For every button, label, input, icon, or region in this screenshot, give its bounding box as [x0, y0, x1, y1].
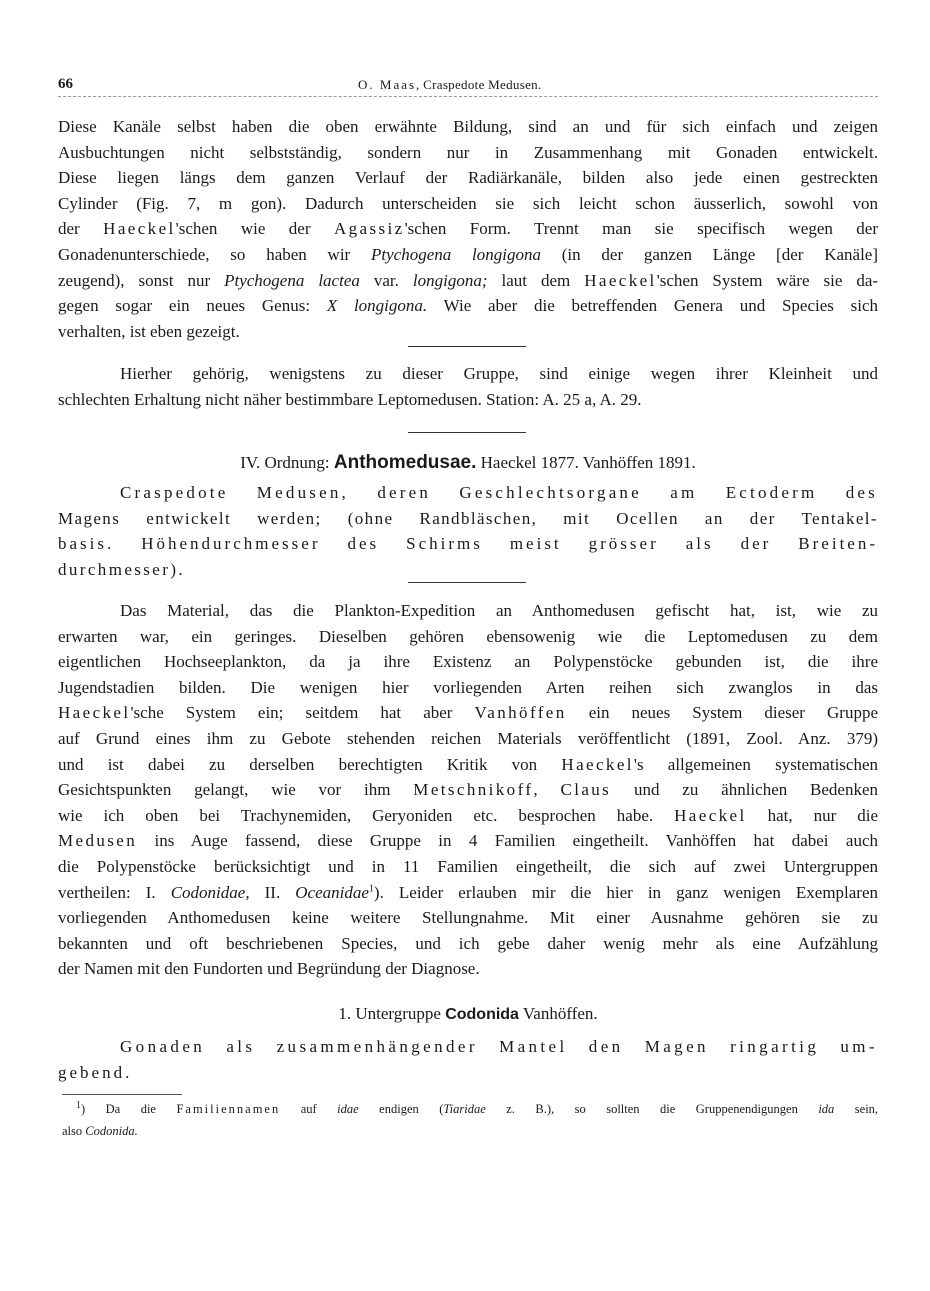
text-line: erwarten war, ein geringes. Dieselben gehören ebensowenig wie die Leptomedusen zu dem: [58, 626, 878, 646]
text-fragment: und zu ähnlichen Bedenken: [634, 780, 879, 800]
subgroup-heading: [58, 1004, 878, 1024]
text-line: bekannten und oft beschriebenen Species, und ich gebe daher wenig mehr als eine Aufzählung: [58, 933, 878, 953]
text-fragment: z. B.), so sollten die Gruppenendigungen: [506, 1102, 798, 1116]
footnote-marker: 1: [76, 1099, 81, 1111]
order-diagnosis: [58, 480, 878, 582]
text-line: Das Material, das die Plankton-Expedition an Anthomedusen gefischt hat, ist, wie zu: [120, 601, 878, 620]
header-title: Craspedote Medusen.: [423, 77, 542, 92]
author-name: Metschnikoff: [413, 780, 534, 800]
taxon-name: longigona;: [412, 270, 488, 290]
author-name: Haeckel: [58, 703, 131, 723]
heading-authority: Haeckel 1877. Vanhöffen 1891.: [480, 453, 696, 472]
running-header: [58, 76, 878, 96]
taxon-suffix: ida: [818, 1102, 835, 1116]
text-line: [58, 242, 878, 268]
section-divider: [408, 432, 526, 433]
author-name: Haeckel: [674, 805, 747, 825]
taxon-name: Oceanidae: [295, 882, 369, 902]
author-name: Claus: [560, 780, 612, 800]
author-name: Haeckel: [584, 270, 657, 290]
taxon-suffix: idae: [337, 1102, 359, 1116]
text-fragment: 'schen System wäre sie da-: [656, 270, 879, 290]
order-heading: [58, 452, 878, 474]
taxon-name: Codonidae,: [170, 882, 250, 902]
subgroup-name: Codonida: [445, 1006, 519, 1023]
text-line: [58, 752, 878, 778]
section-divider: [408, 346, 526, 347]
text-fragment: ) Da die: [81, 1102, 156, 1116]
text-line: Ausbuchtungen nicht selbstständig, sondern nur in Zusammenhang mit Gonaden entwickelt.: [58, 142, 878, 162]
text-fragment: Wie aber die betreffenden Genera und Species sich: [443, 296, 879, 316]
text-line: Gonaden als zusammenhängender Mantel den Magen ringartig um-: [120, 1037, 878, 1056]
taxon-name: Ptychogena longigona: [371, 244, 541, 264]
running-title: O. Maas, Craspedote Medusen.: [358, 77, 542, 92]
text-fragment: und ist dabei zu derselben berechtigten Kritik von: [58, 754, 538, 774]
text-line: auf Grund eines ihm zu Gebote stehenden reichen Materials veröffentlicht (1891, Zool. Anz. 379): [58, 728, 878, 748]
section-divider: [408, 582, 526, 583]
paragraph-2: [58, 361, 878, 412]
text-fragment: hat, nur die: [767, 805, 879, 825]
text-fragment: sein,: [854, 1102, 879, 1116]
text-line: Diese liegen längs dem ganzen Verlauf der Radiärkanäle, bilden also jede einen gestreckten: [58, 168, 878, 188]
paragraph-1: [58, 114, 878, 344]
text-fragment: ein neues System dieser Gruppe: [588, 703, 878, 723]
text-fragment: 's allgemeinen systematischen: [633, 754, 878, 774]
text-line: Jugendstadien bilden. Die wenigen hier vorliegenden Arten reihen sich zwanglos in das: [58, 677, 878, 697]
text-line: Diese Kanäle selbst haben die oben erwähnte Bildung, sind an und für sich einfach und zeigen: [58, 117, 878, 136]
text-line: Cylinder (Fig. 7, m gon). Dadurch unterscheiden sie sich leicht schon äusserlich, sowohl von: [58, 193, 878, 213]
taxon-name: Tiaridae: [443, 1102, 486, 1116]
text-line: [58, 268, 878, 294]
taxon-name: X longigona.: [326, 296, 428, 316]
author-name: Agassiz: [333, 219, 405, 239]
emphasis-word: Familiennamen: [176, 1102, 281, 1116]
text-fragment: II.: [264, 882, 281, 902]
text-line: die Polypenstöcke berücksichtigt und in 11 Familien eingetheilt, die sich auf zwei Untergruppen: [58, 856, 878, 876]
author-name: Haeckel: [561, 754, 634, 774]
footnote-line: [62, 1098, 878, 1120]
text-fragment: (in der ganzen Länge [der Kanäle]: [561, 244, 878, 264]
footnote-line: [62, 1120, 878, 1142]
text-line: [58, 700, 878, 726]
text-fragment: gegen sogar ein neues Genus:: [58, 296, 311, 316]
text-fragment: endigen (: [379, 1102, 444, 1116]
text-fragment: Gonadenunterschiede, so haben wir: [58, 244, 351, 264]
text-fragment: laut dem: [501, 270, 571, 290]
footnote-marker: 1: [368, 882, 374, 894]
text-line: Magens entwickelt werden; (ohne Randbläschen, mit Ocellen an der Tentakel-: [58, 508, 878, 528]
text-line: vorliegenden Anthomedusen keine weitere Stellungnahme. Mit einer Ausnahme gehören sie zu: [58, 908, 878, 928]
order-name: Anthomedusae.: [333, 452, 477, 473]
taxon-name: Codonida.: [85, 1124, 138, 1138]
text-fragment: ). Leider erlauben mir die hier in ganz wenigen Exemplaren: [373, 882, 879, 902]
text-line: gebend.: [58, 1062, 133, 1082]
author-name: Haeckel: [103, 219, 176, 239]
heading-prefix: 1. Untergruppe: [338, 1004, 441, 1023]
text-fragment: der: [58, 219, 80, 239]
text-line: Hierher gehörig, wenigstens zu dieser Gruppe, sind einige wegen ihrer Kleinheit und: [120, 364, 878, 383]
emphasis-word: Medusen: [58, 831, 138, 851]
text-fragment: 'schen Form. Trennt man sie specifisch wegen der: [404, 219, 879, 239]
text-fragment: ins Auge fassend, diese Gruppe in 4 Familien eingetheilt. Vanhöffen hat dabei auch: [154, 831, 878, 851]
text-line: [58, 828, 878, 854]
text-line: [58, 216, 878, 242]
page-number: 66: [58, 76, 73, 92]
text-line: basis. Höhendurchmesser des Schirms meist grösser als der Breiten-: [58, 534, 878, 554]
text-fragment: zeugend), sonst nur: [58, 270, 211, 290]
text-fragment: wie ich oben bei Trachynemiden, Geryoniden etc. besprochen habe.: [58, 805, 654, 825]
text-line: der Namen mit den Fundorten und Begründung der Diagnose.: [58, 959, 480, 979]
heading-prefix: IV. Ordnung:: [240, 453, 330, 472]
footnote: [62, 1098, 878, 1142]
text-line: [58, 880, 878, 906]
paragraph-3: [58, 598, 878, 982]
text-line: eigentlichen Hochseeplankton, da ja ihre Existenz an Polypenstöcke gebunden ist, die ihre: [58, 652, 878, 672]
footnote-rule: [62, 1094, 182, 1095]
taxon-name: Ptychogena lactea: [224, 270, 360, 290]
text-fragment: auf: [300, 1102, 317, 1116]
author-name: Vanhöffen: [474, 703, 567, 723]
subgroup-diagnosis: [58, 1034, 878, 1085]
text-line: Craspedote Medusen, deren Geschlechtsorgane am Ectoderm des: [120, 483, 878, 502]
text-fragment: var.: [373, 270, 399, 290]
text-line: verhalten, ist eben gezeigt.: [58, 321, 240, 341]
text-line: schlechten Erhaltung nicht näher bestimmbare Leptomedusen. Station: A. 25 a, A. 29.: [58, 389, 642, 409]
text-line: durchmesser).: [58, 559, 186, 579]
header-author: O. Maas: [358, 77, 417, 92]
text-fragment: 'sche System ein; seitdem hat aber: [130, 703, 453, 723]
text-line: [58, 293, 878, 319]
heading-authority: Vanhöffen.: [522, 1004, 598, 1023]
text-fragment: also: [62, 1124, 83, 1138]
text-fragment: 'schen wie der: [175, 219, 311, 239]
text-fragment: ,: [533, 780, 538, 800]
text-fragment: vertheilen: I.: [58, 882, 156, 902]
text-line: [58, 803, 878, 829]
text-line: [58, 777, 878, 803]
header-rule: [58, 96, 878, 97]
text-fragment: Gesichtspunkten gelangt, wie vor ihm: [58, 780, 391, 800]
